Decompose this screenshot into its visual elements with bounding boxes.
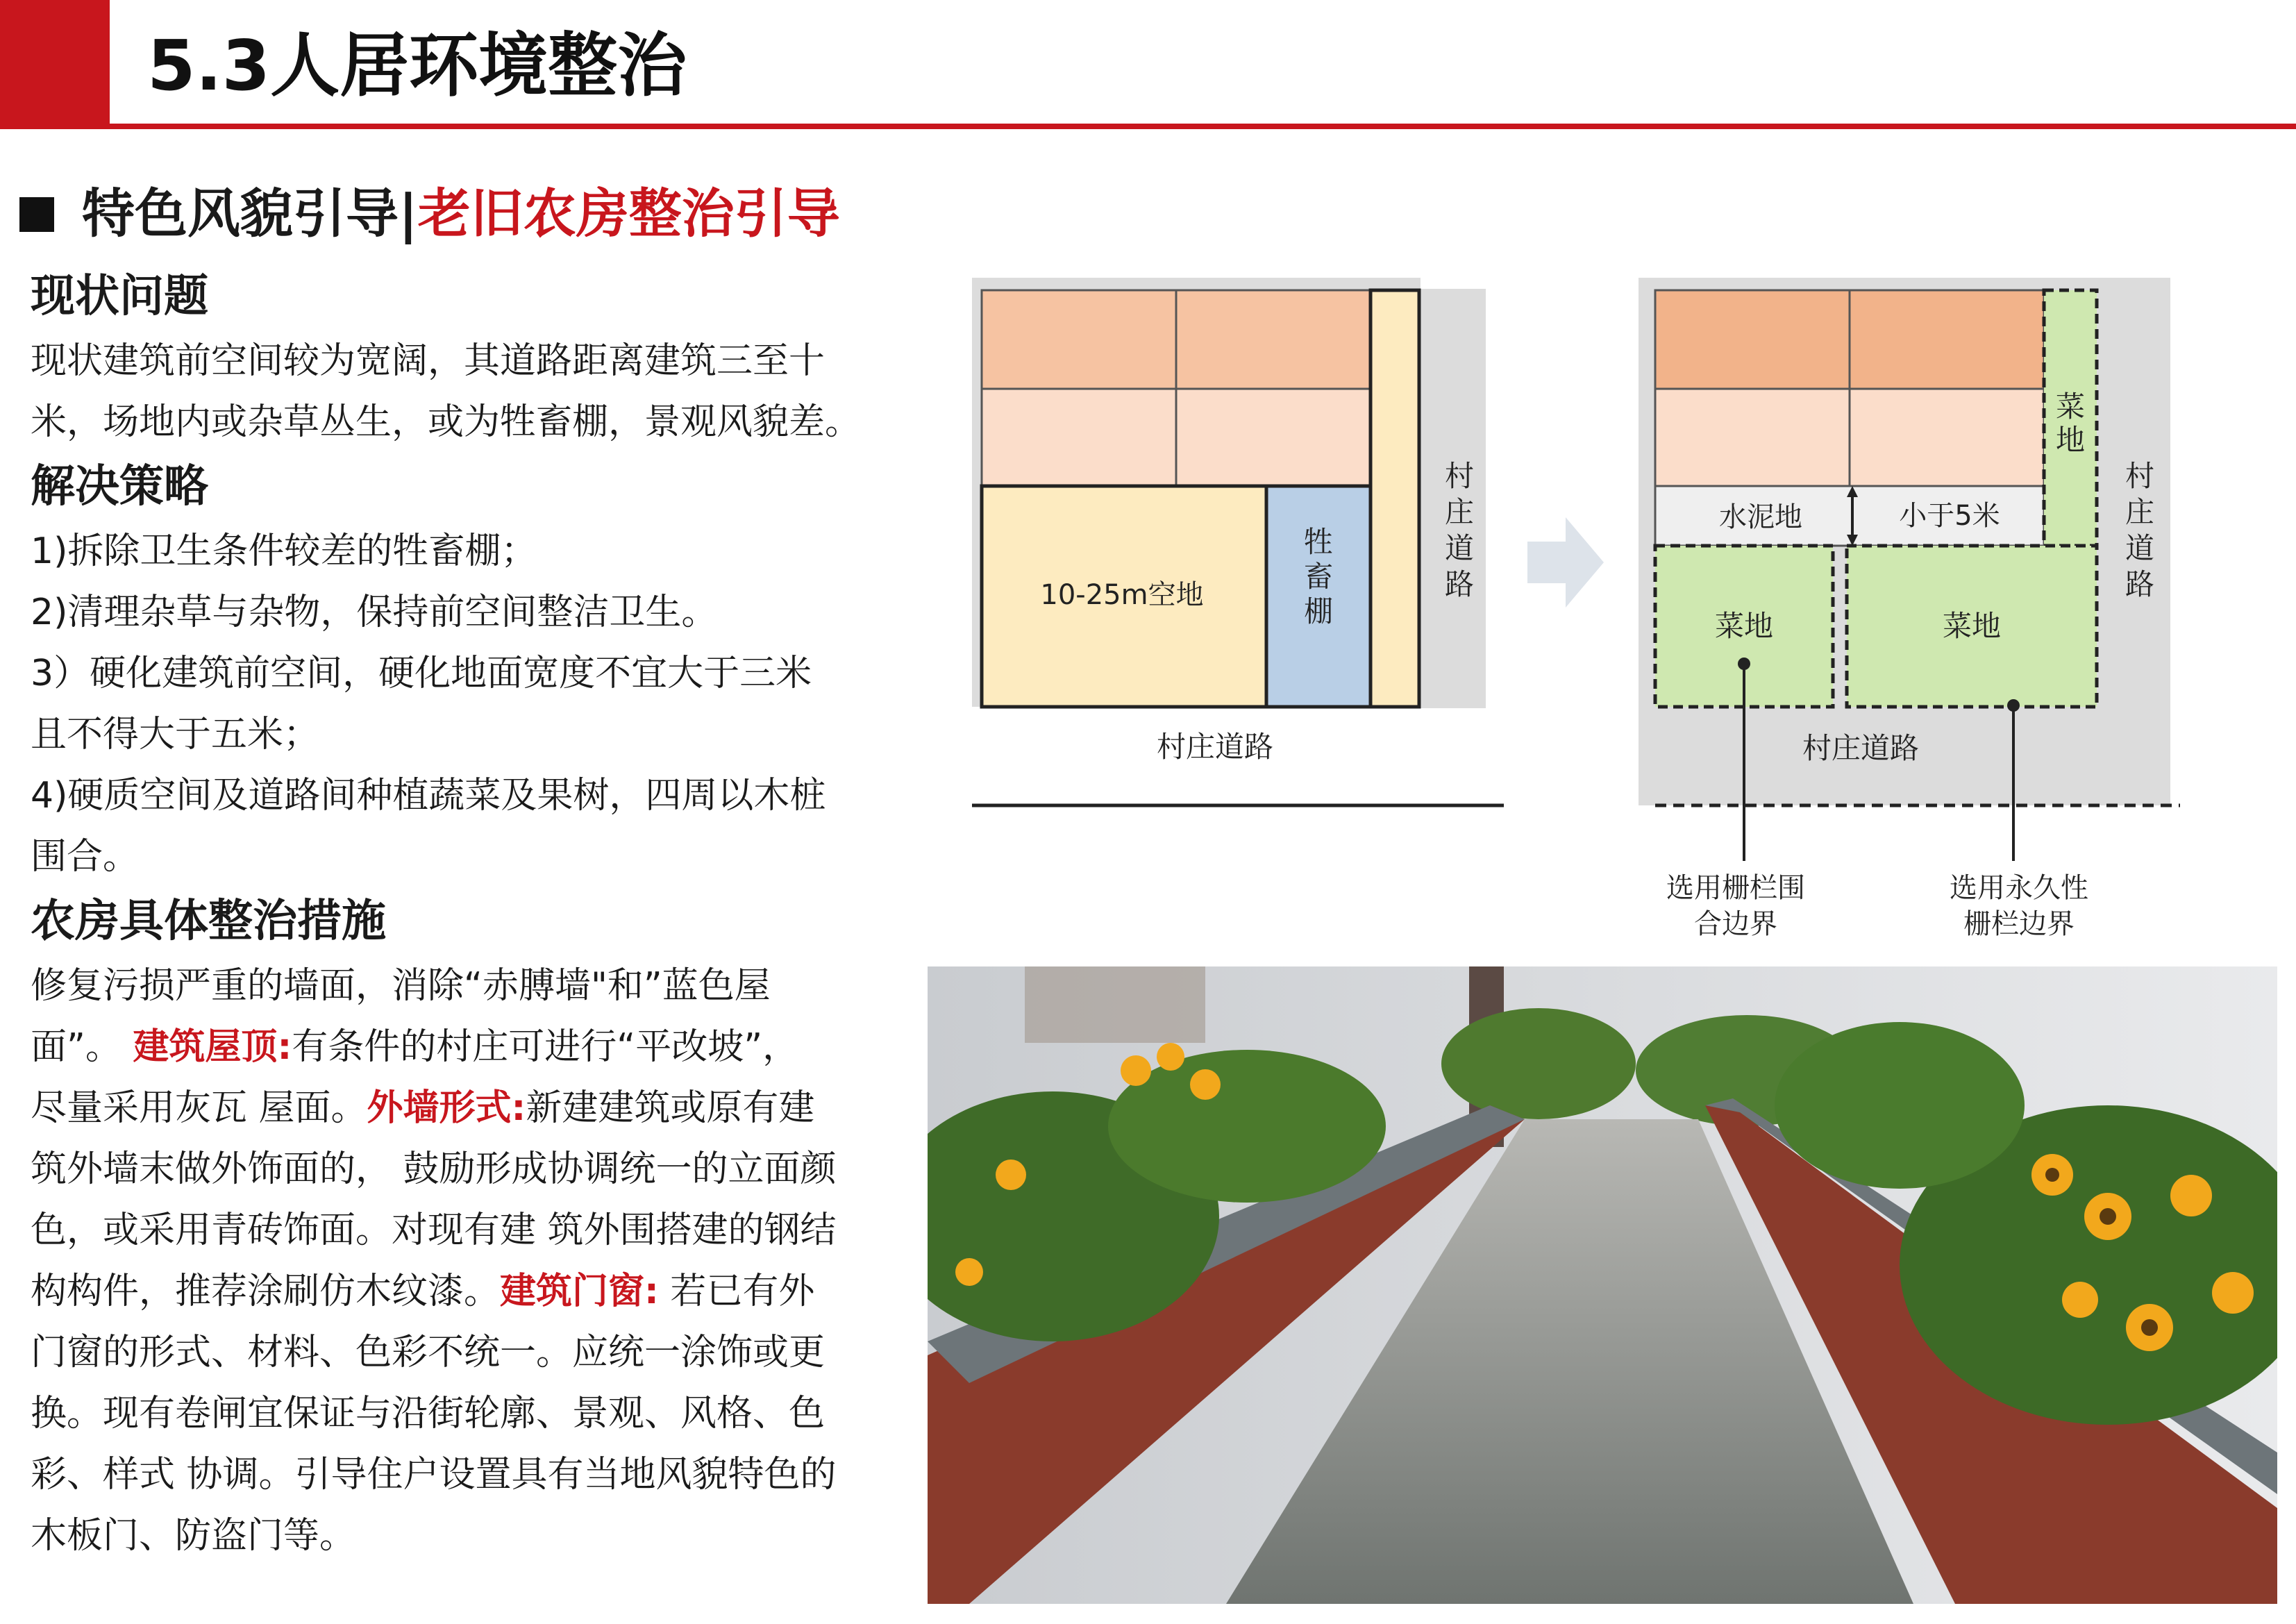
keyword-door: 建筑门窗: [500, 1271, 659, 1312]
rendering-photo [928, 966, 2277, 1604]
square-bullet-icon [19, 197, 54, 232]
measures-line-4: 筑外墙末做外饰面的， 鼓励形成协调统一的立面颜 [31, 1148, 837, 1190]
section-heading-part2: 老旧农房整治引导 [417, 183, 840, 244]
vertical-label-char: 庄 [2125, 495, 2155, 529]
road-bottom-label: 村庄道路 [1156, 730, 1274, 764]
vertical-label-char: 道 [2125, 531, 2155, 565]
road-bottom-label: 村庄道路 [1802, 731, 1920, 765]
building-cell [1655, 290, 1850, 389]
building-cell [982, 389, 1176, 486]
keyword-wall: 外墙形式: [367, 1087, 526, 1129]
building-cell [1850, 389, 2044, 486]
header-accent-block [0, 0, 110, 129]
building-cell [1176, 389, 1371, 486]
building-cell [1655, 389, 1850, 486]
strategy-line-2: 2)清理杂草与杂物，保持前空间整洁卫生。 [31, 592, 718, 633]
measures-line-9: 彩、样式 协调。引导住户设置具有当地风貌特色的 [31, 1454, 837, 1496]
vertical-label-char: 牲 [1303, 525, 1334, 559]
strategy-heading: 解决策略 [31, 461, 208, 512]
measures-line-7: 门窗的形式、材料、色彩不统一。应统一涂饰或更 [31, 1332, 826, 1373]
strategy-line-6: 围合。 [31, 836, 140, 878]
page-title: 5.3人居环境整治 [147, 25, 687, 106]
strategy-line-5: 4)硬质空间及道路间种植蔬菜及果树，四周以木桩 [31, 775, 826, 817]
measures-line-1: 修复污损严重的墙面，消除“赤膊墙"和”蓝色屋 [31, 965, 771, 1007]
vertical-label-char: 村 [1444, 459, 1475, 493]
measures-line-6: 构构件，推荐涂刷仿木纹漆。建筑门窗: 若已有外 [31, 1271, 815, 1312]
vertical-label-char: 村 [2125, 459, 2155, 493]
diagram-before [972, 278, 1514, 819]
measures-line-5: 色，或采用青砖饰面。对现有建 筑外围搭建的钢结 [31, 1209, 837, 1251]
diagram-after [1639, 278, 2180, 958]
current-line-2: 米，场地内或杂草丛生，或为牲畜棚，景观风貌差。 [31, 401, 862, 443]
callout-left-line2: 合边界 [1694, 908, 1777, 940]
title-underline [110, 124, 2296, 129]
measures-line-10: 木板门、防盗门等。 [31, 1515, 356, 1557]
keyword-roof: 建筑屋顶: [133, 1026, 292, 1068]
measures-line-2: 面”。 建筑屋顶:有条件的村庄可进行“平改坡”， [31, 1026, 799, 1068]
vertical-label-char: 菜 [2055, 390, 2086, 424]
strategy-line-1: 1)拆除卫生条件较差的牲畜棚； [31, 530, 537, 572]
callout-right-line1: 选用永久性 [1950, 872, 2088, 904]
strategy-line-3: 3）硬化建筑前空间，硬化地面宽度不宜大于三米 [31, 653, 812, 694]
transform-arrow-icon [1524, 514, 1607, 611]
vertical-label-char: 棚 [1303, 594, 1334, 628]
current-issues-heading: 现状问题 [31, 271, 208, 322]
measures-line-8: 换。现有卷闸宜保证与沿街轮廓、景观、风格、色 [31, 1393, 826, 1434]
building-cell [1850, 290, 2044, 389]
cement-label: 水泥地 [1719, 501, 1802, 533]
less-than-label: 小于5米 [1899, 500, 2000, 532]
veg-side-label [2056, 390, 2085, 457]
section-heading-part1: 特色风貌引导| [82, 183, 418, 244]
building-cell [1176, 290, 1371, 389]
vertical-label-char: 畜 [1303, 560, 1334, 594]
vertical-label-char: 道 [1444, 531, 1475, 565]
open-space-label: 10-25m空地 [1040, 579, 1204, 611]
measures-heading: 农房具体整治措施 [31, 896, 386, 947]
section-heading [82, 179, 840, 249]
vertical-label-char: 路 [1444, 567, 1475, 601]
window [1025, 966, 1205, 1043]
strategy-line-4: 且不得大于五米； [31, 714, 320, 755]
veg-left-label: 菜地 [1714, 609, 1774, 643]
callout-right-line2: 栅栏边界 [1963, 908, 2075, 940]
measures-line-3: 尽量采用灰瓦 屋面。外墙形式:新建建筑或原有建 [31, 1087, 815, 1129]
vertical-label-char: 庄 [1444, 495, 1475, 529]
building-cell [982, 290, 1176, 389]
side-yard [1371, 290, 1419, 707]
vertical-label-char: 地 [2055, 423, 2086, 457]
callout-left-line1: 选用栅栏围 [1666, 872, 1805, 904]
current-line-1: 现状建筑前空间较为宽阔，其道路距离建筑三至十 [31, 340, 826, 382]
vertical-label-char: 路 [2125, 567, 2155, 601]
veg-right-label: 菜地 [1942, 609, 2002, 643]
shed-label [1304, 525, 1333, 628]
text-column [31, 262, 926, 1566]
